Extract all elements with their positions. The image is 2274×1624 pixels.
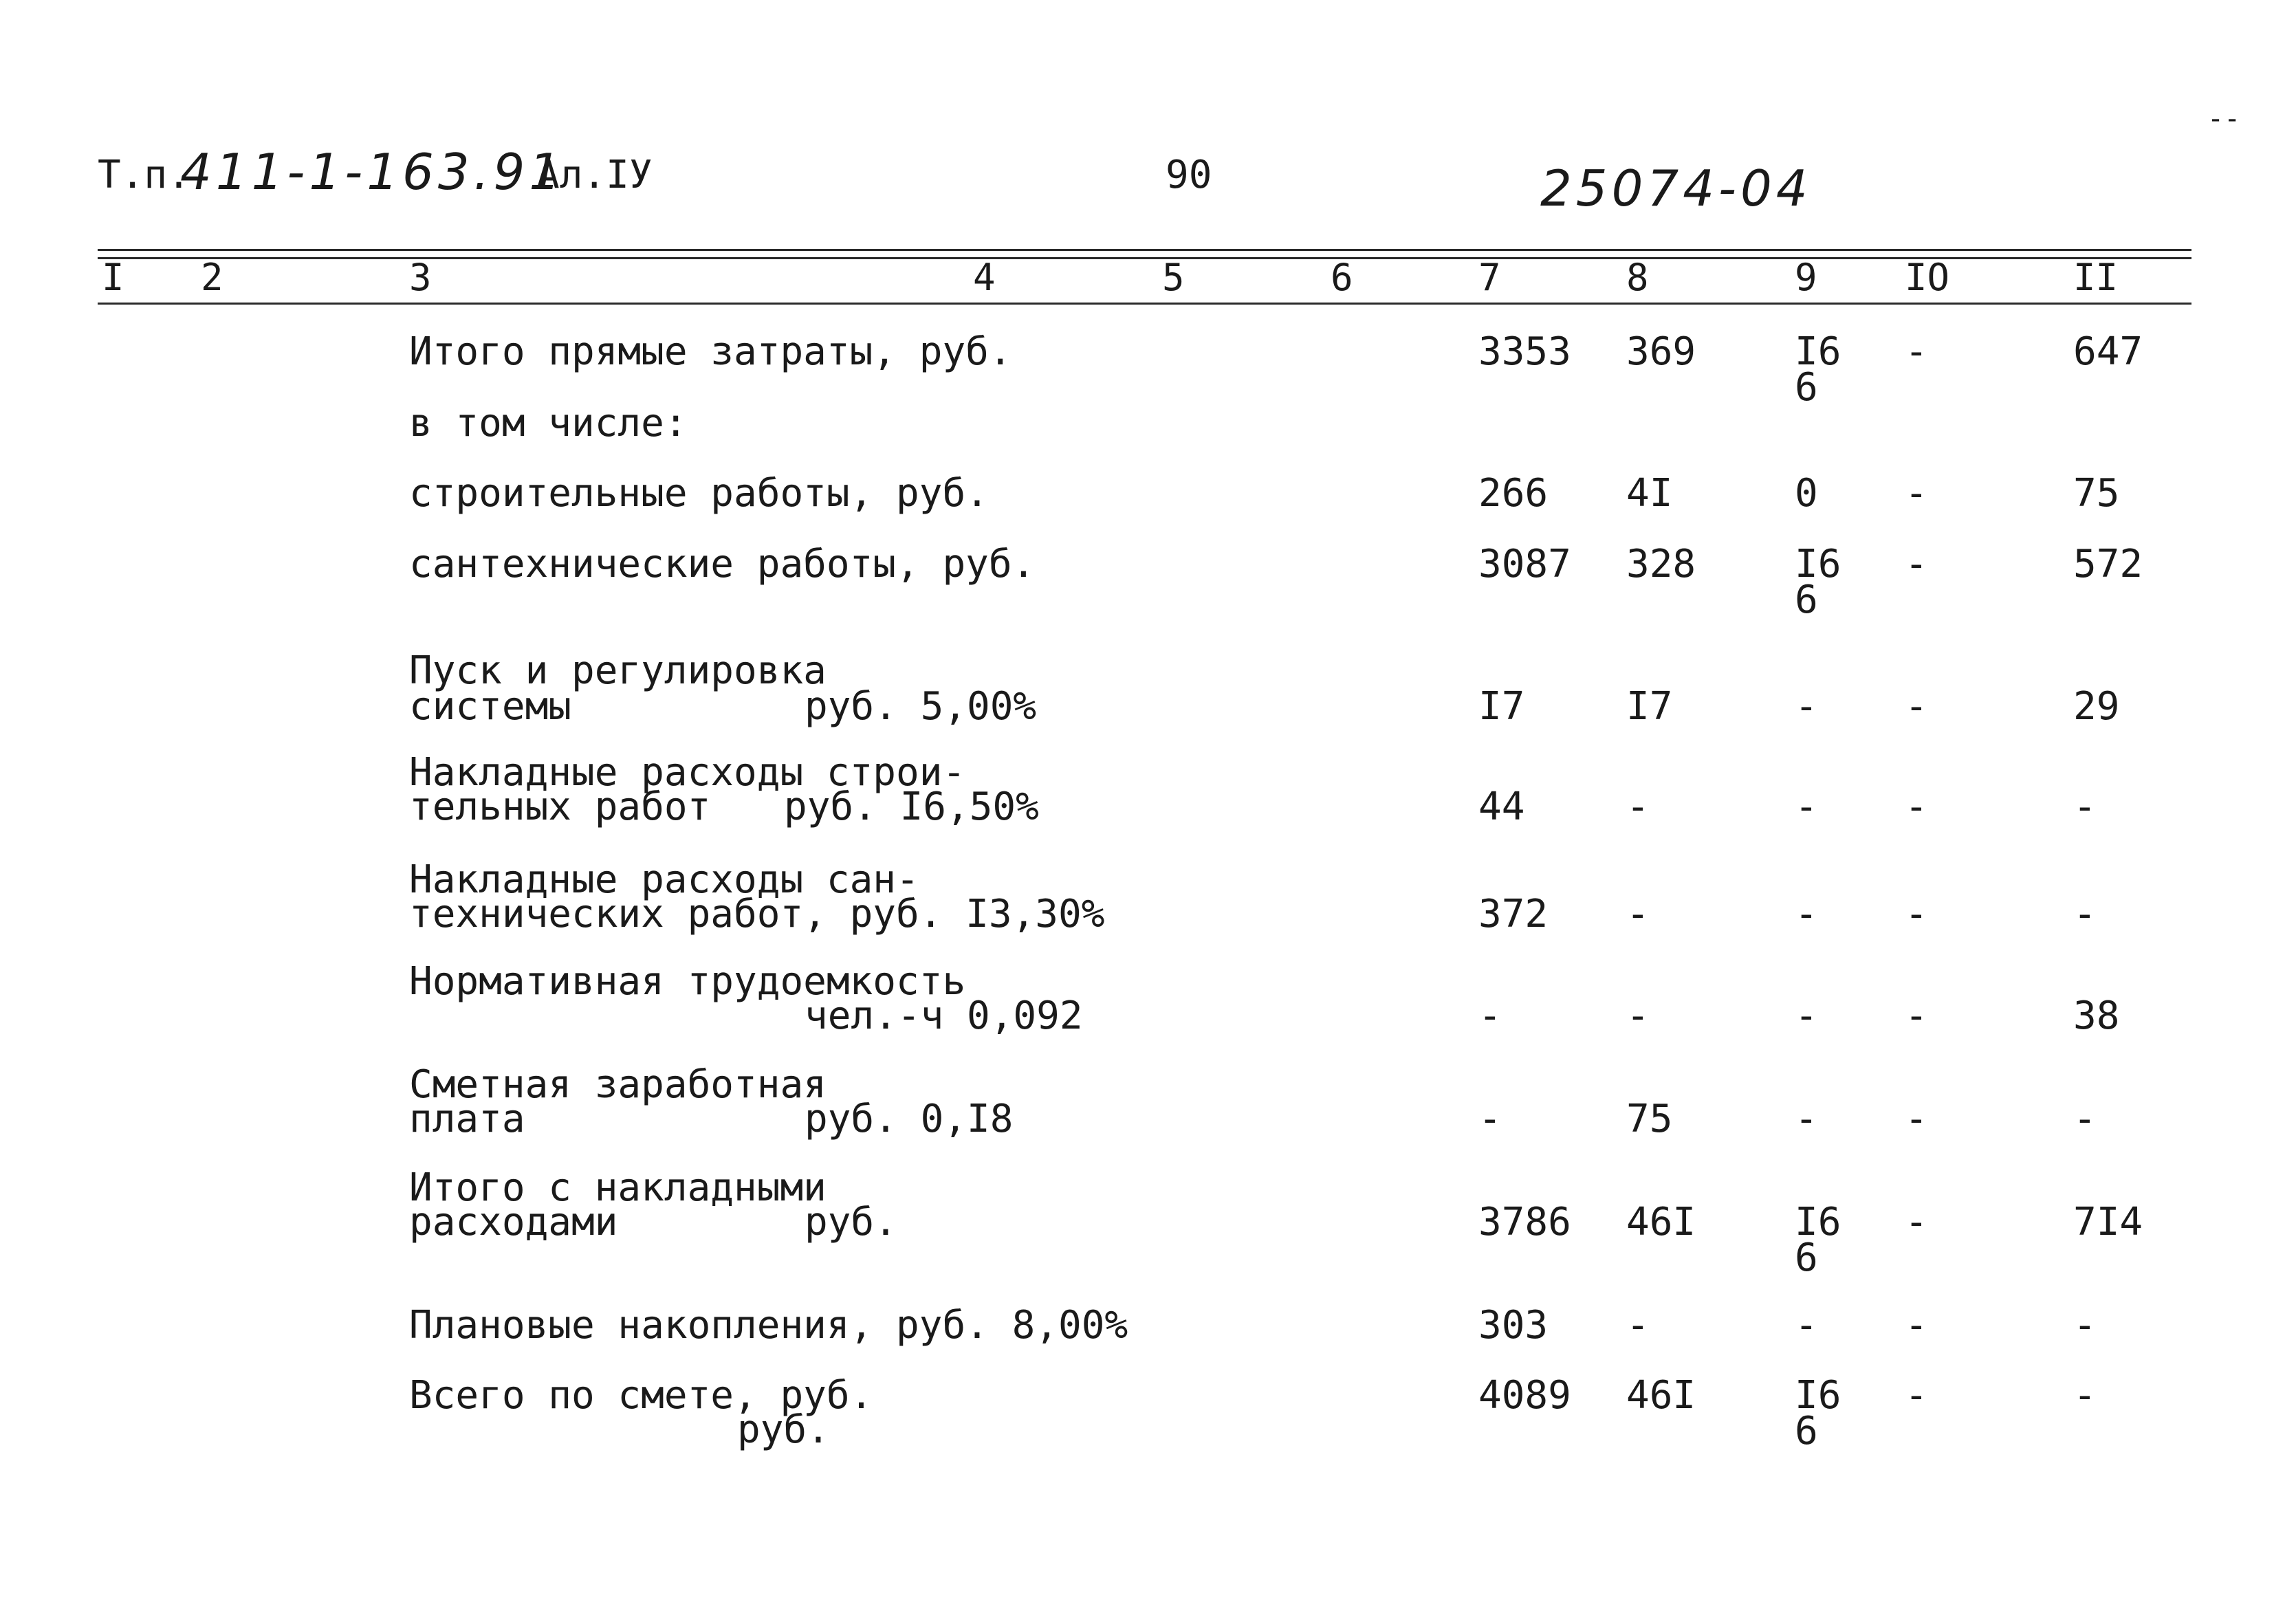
row-c7: I7 — [1478, 684, 1525, 729]
row-c11: 29 — [2073, 684, 2120, 729]
row-c9: - — [1795, 1097, 1818, 1141]
row-c10: - — [1905, 329, 1928, 374]
col-5: 5 — [1162, 256, 1185, 299]
row-c10: - — [1905, 1097, 1928, 1141]
row-c11: - — [2073, 892, 2097, 936]
row-unit: руб. — [737, 1407, 830, 1452]
doc-code: 25074-04 — [1540, 160, 1812, 217]
row-c11: - — [2073, 1373, 2097, 1418]
col-2: 2 — [201, 256, 223, 299]
row-c10: - — [1905, 892, 1928, 936]
row-unit: руб. — [805, 1200, 897, 1244]
col-10: IO — [1905, 256, 1950, 299]
row-c9: - — [1795, 994, 1818, 1038]
col-1: I — [102, 256, 124, 299]
row-c10: - — [1905, 471, 1928, 516]
row-c11: - — [2073, 1303, 2097, 1348]
row-c8: - — [1626, 994, 1650, 1038]
row-unit: руб. 5,00% — [805, 684, 1037, 729]
row-label-2: плата — [409, 1097, 525, 1141]
row-c11: - — [2073, 1097, 2097, 1141]
row-label: в том числе: — [409, 401, 688, 446]
row-label: Накладные расходы строи- — [409, 750, 966, 795]
row-label-2: системы — [409, 684, 572, 729]
row-c8: - — [1626, 1303, 1650, 1348]
row-label: сантехнические работы, руб. — [409, 542, 1036, 586]
row-c9: I6 6 — [1795, 1200, 1841, 1280]
row-c9: - — [1795, 892, 1818, 936]
row-c7: 3786 — [1478, 1200, 1571, 1244]
project-number: 411-1-163.91 — [180, 143, 565, 201]
row-unit: руб. I6,50% — [784, 784, 1039, 829]
row-c7: 4089 — [1478, 1373, 1571, 1418]
row-c8: 46I — [1626, 1200, 1696, 1244]
col-6: 6 — [1331, 256, 1353, 299]
row-label-2: расходами — [409, 1200, 618, 1244]
row-c9: - — [1795, 1303, 1818, 1348]
row-c11: 75 — [2073, 471, 2120, 516]
row-c9: I6 6 — [1795, 1373, 1841, 1453]
col-3: 3 — [409, 256, 432, 299]
row-c8: I7 — [1626, 684, 1673, 729]
row-c10: - — [1905, 1200, 1928, 1244]
top-rule-1 — [98, 249, 2191, 251]
row-c7: 266 — [1478, 471, 1549, 516]
row-c8: 369 — [1626, 329, 1696, 374]
row-label: Накладные расходы сан- — [409, 857, 919, 902]
col-11: II — [2073, 256, 2119, 299]
row-label: Итого прямые затраты, руб. — [409, 329, 1012, 374]
row-c8: 328 — [1626, 542, 1696, 586]
row-label-2: тельных работ — [409, 784, 711, 829]
row-label: Нормативная трудоемкость — [409, 959, 966, 1004]
row-c8: - — [1626, 784, 1650, 829]
row-c10: - — [1905, 994, 1928, 1038]
row-c10: - — [1905, 684, 1928, 729]
row-label: Пуск и регулировка — [409, 648, 827, 693]
row-c8: 4I — [1626, 471, 1673, 516]
row-c8: - — [1626, 892, 1650, 936]
col-4: 4 — [973, 256, 996, 299]
page-number: 90 — [1166, 153, 1212, 197]
row-label: Плановые накопления, руб. 8,00% — [409, 1303, 1128, 1348]
row-c11: 38 — [2073, 994, 2120, 1038]
row-unit: руб. 0,I8 — [805, 1097, 1014, 1141]
row-c9: 0 — [1795, 471, 1818, 516]
row-c8: 46I — [1626, 1373, 1696, 1418]
row-label-2: технических работ, руб. I3,30% — [409, 892, 1105, 936]
row-label: Итого с накладными — [409, 1165, 827, 1210]
corner-mark: -- — [2207, 103, 2241, 135]
row-c10: - — [1905, 1303, 1928, 1348]
row-c9: - — [1795, 784, 1818, 829]
row-c11: 647 — [2073, 329, 2143, 374]
row-c7: 303 — [1478, 1303, 1549, 1348]
row-c10: - — [1905, 784, 1928, 829]
row-c11: - — [2073, 784, 2097, 829]
row-c11: 572 — [2073, 542, 2143, 586]
row-c10: - — [1905, 1373, 1928, 1418]
row-c7: 372 — [1478, 892, 1549, 936]
col-8: 8 — [1626, 256, 1649, 299]
row-c10: - — [1905, 542, 1928, 586]
row-c9: I6 6 — [1795, 542, 1841, 622]
header-prefix: Т.п. — [98, 153, 190, 197]
row-c7: 3087 — [1478, 542, 1571, 586]
col-9: 9 — [1795, 256, 1817, 299]
row-c9: I6 6 — [1795, 329, 1841, 410]
album-label: Ал.IУ — [536, 153, 653, 197]
col-7: 7 — [1478, 256, 1501, 299]
row-label: Сметная заработная — [409, 1062, 827, 1107]
row-c7: 3353 — [1478, 329, 1571, 374]
row-c9: - — [1795, 684, 1818, 729]
row-c7: - — [1478, 994, 1502, 1038]
row-label: строительные работы, руб. — [409, 471, 989, 516]
header-bottom-rule — [98, 303, 2191, 305]
row-c11: 7I4 — [2073, 1200, 2143, 1244]
row-label: Всего по смете, руб. — [409, 1373, 873, 1418]
row-c7: 44 — [1478, 784, 1525, 829]
row-unit: чел.-ч 0,092 — [805, 994, 1083, 1038]
row-c8: 75 — [1626, 1097, 1673, 1141]
row-c7: - — [1478, 1097, 1502, 1141]
